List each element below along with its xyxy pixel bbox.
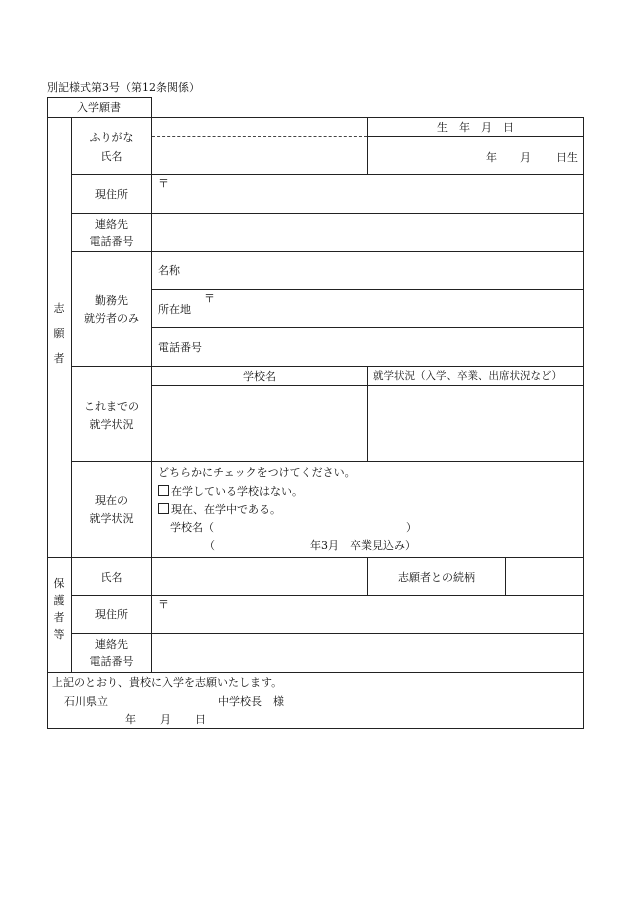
history-label: これまでの [84, 400, 139, 413]
relationship-label: 志願者との続柄 [398, 571, 475, 584]
declaration-day: 日 [195, 713, 206, 726]
birth-header: 生 年 月 日 [437, 121, 514, 134]
row-line [47, 557, 584, 558]
furigana-label: ふりがな [89, 131, 134, 144]
workplace-name-label: 名称 [158, 264, 180, 277]
workplace-address-label: 所在地 [158, 303, 191, 316]
workplace-note: 就労者のみ [84, 312, 139, 325]
col-line [505, 557, 506, 595]
row-line [47, 117, 584, 118]
current-status-label-2: 就学状況 [89, 512, 134, 525]
address-label: 現住所 [95, 188, 128, 201]
guardian-phone-label: 電話番号 [89, 655, 134, 668]
frame-left [47, 97, 48, 728]
history-school-header: 学校名 [243, 370, 276, 383]
option-enrolled[interactable] [158, 503, 281, 516]
guardian-address-label: 現住所 [95, 608, 128, 621]
row-line [71, 595, 584, 596]
row-line [71, 174, 584, 175]
school-name-close: ） [406, 521, 417, 534]
row-line [151, 327, 584, 328]
row-line [71, 461, 584, 462]
not-enrolled-label: 在学している学校はない。 [171, 485, 303, 498]
workplace-phone-label: 電話番号 [158, 341, 202, 354]
workplace-label: 勤務先 [95, 294, 128, 307]
enrolled-label: 現在、在学中である。 [171, 503, 281, 516]
row-line [47, 672, 584, 673]
frame-bottom [47, 728, 584, 729]
furigana-divider [152, 136, 367, 137]
postal-mark: 〒 [158, 177, 169, 190]
row-line [367, 136, 584, 137]
guardian-postal-mark: 〒 [158, 598, 169, 611]
history-status-header: 就学状況（入学、卒業、出席状況など） [373, 370, 562, 382]
current-status-label: 現在の [95, 494, 128, 507]
birth-day: 日生 [556, 151, 578, 164]
workplace-postal-mark: 〒 [204, 292, 215, 305]
row-line [71, 633, 584, 634]
form-number: 別記様式第3号（第12条関係） [47, 81, 200, 94]
form-title: 入学願書 [77, 101, 121, 114]
not-enrolled-checkbox[interactable] [158, 485, 169, 496]
birth-year: 年 [486, 151, 497, 164]
declaration-prefecture: 石川県立 [64, 695, 108, 708]
declaration-text: 上記のとおり、貴校に入学を志願いたします。 [52, 676, 283, 689]
applicant-section-label: 志 願 者 [53, 302, 65, 365]
contact-label: 連絡先 [95, 218, 128, 231]
row-line [71, 251, 584, 252]
history-label-2: 就学状況 [89, 418, 134, 431]
name-label: 氏名 [100, 150, 123, 163]
row-line [71, 366, 584, 367]
declaration-year: 年 [125, 713, 136, 726]
birth-month: 月 [520, 151, 531, 164]
row-line [71, 213, 584, 214]
col-line [367, 366, 368, 461]
guardian-section-label: 保 護 者 等 [53, 577, 65, 641]
title-box-top [47, 97, 151, 98]
graduation-text: 年3月 卒業見込み） [310, 539, 416, 552]
graduation-open: （ [204, 539, 215, 552]
row-line [151, 289, 584, 290]
current-instruction: どちらかにチェックをつけてください。 [158, 466, 356, 479]
enrolled-checkbox[interactable] [158, 503, 169, 514]
school-name-open: 学校名（ [170, 521, 214, 534]
declaration-month: 月 [160, 713, 171, 726]
guardian-name-label: 氏名 [100, 571, 123, 584]
declaration-principal: 中学校長 様 [218, 695, 284, 708]
option-not-enrolled[interactable] [158, 485, 303, 498]
guardian-contact-label: 連絡先 [95, 638, 128, 651]
phone-label: 電話番号 [89, 235, 134, 248]
frame-right [583, 117, 584, 728]
